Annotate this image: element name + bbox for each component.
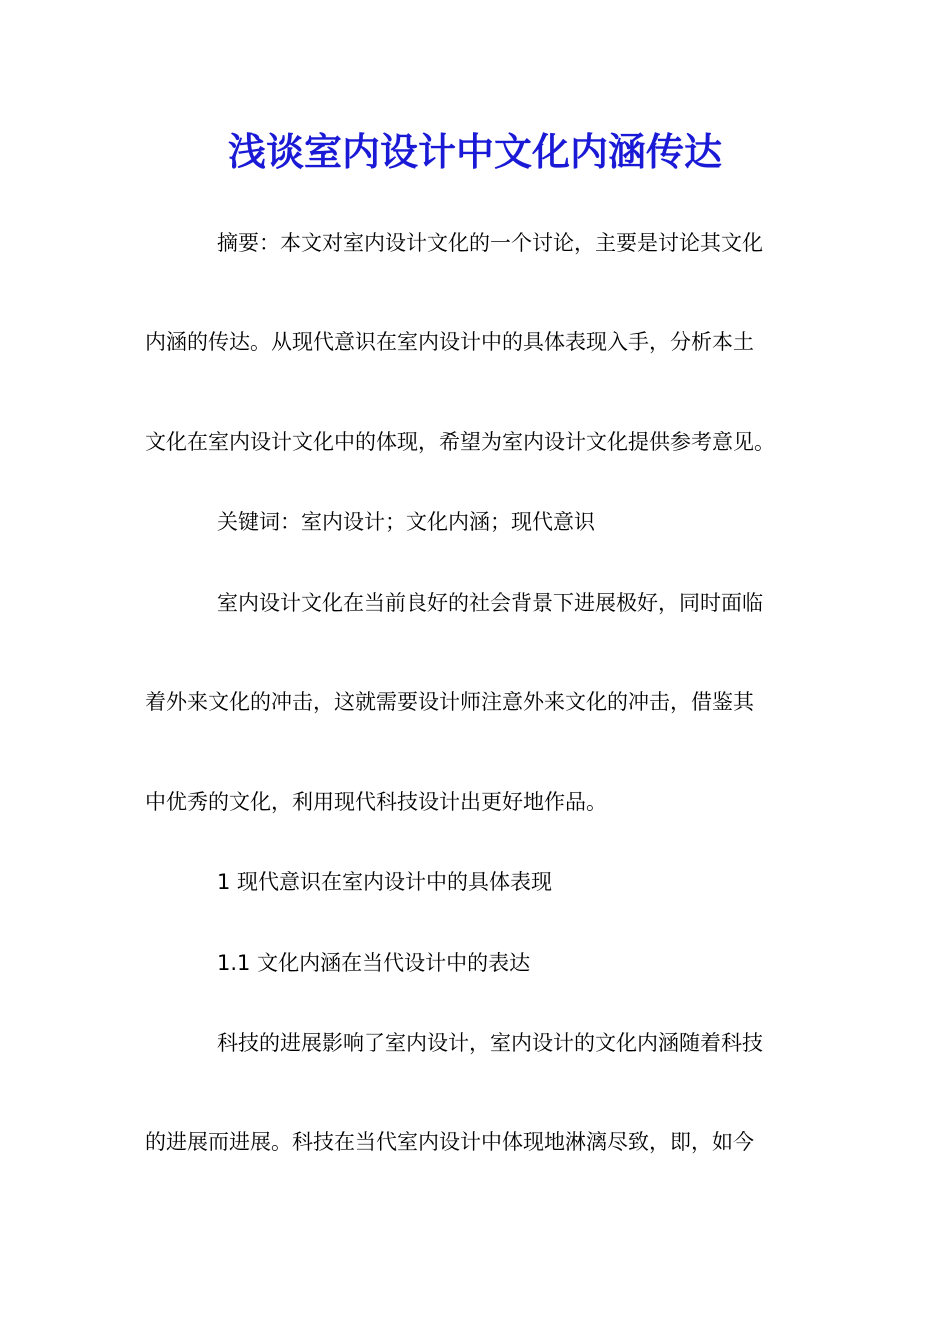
section-heading-1: 1 现代意识在室内设计中的具体表现 bbox=[217, 870, 553, 894]
abstract-line-2: 内涵的传达。从现代意识在室内设计中的具体表现入手，分析本土 bbox=[145, 330, 754, 354]
paragraph-1-line-2: 着外来文化的冲击，这就需要设计师注意外来文化的冲击，借鉴其 bbox=[145, 690, 754, 714]
paragraph-2-line-2: 的进展而进展。科技在当代室内设计中体现地淋漓尽致，即，如今 bbox=[145, 1130, 754, 1154]
abstract-line-1: 摘要：本文对室内设计文化的一个讨论，主要是讨论其文化 bbox=[217, 231, 763, 255]
document-title: 浅谈室内设计中文化内涵传达 bbox=[227, 129, 722, 174]
abstract-line-3: 文化在室内设计文化中的体现，希望为室内设计文化提供参考意见。 bbox=[145, 430, 775, 454]
paragraph-1-line-1: 室内设计文化在当前良好的社会背景下进展极好，同时面临 bbox=[217, 591, 763, 615]
section-heading-1-1: 1.1 文化内涵在当代设计中的表达 bbox=[217, 951, 531, 975]
paragraph-2-line-1: 科技的进展影响了室内设计，室内设计的文化内涵随着科技 bbox=[217, 1031, 763, 1055]
paragraph-1-line-3: 中优秀的文化，利用现代科技设计出更好地作品。 bbox=[145, 790, 607, 814]
keywords-line: 关键词：室内设计；文化内涵；现代意识 bbox=[217, 510, 595, 534]
